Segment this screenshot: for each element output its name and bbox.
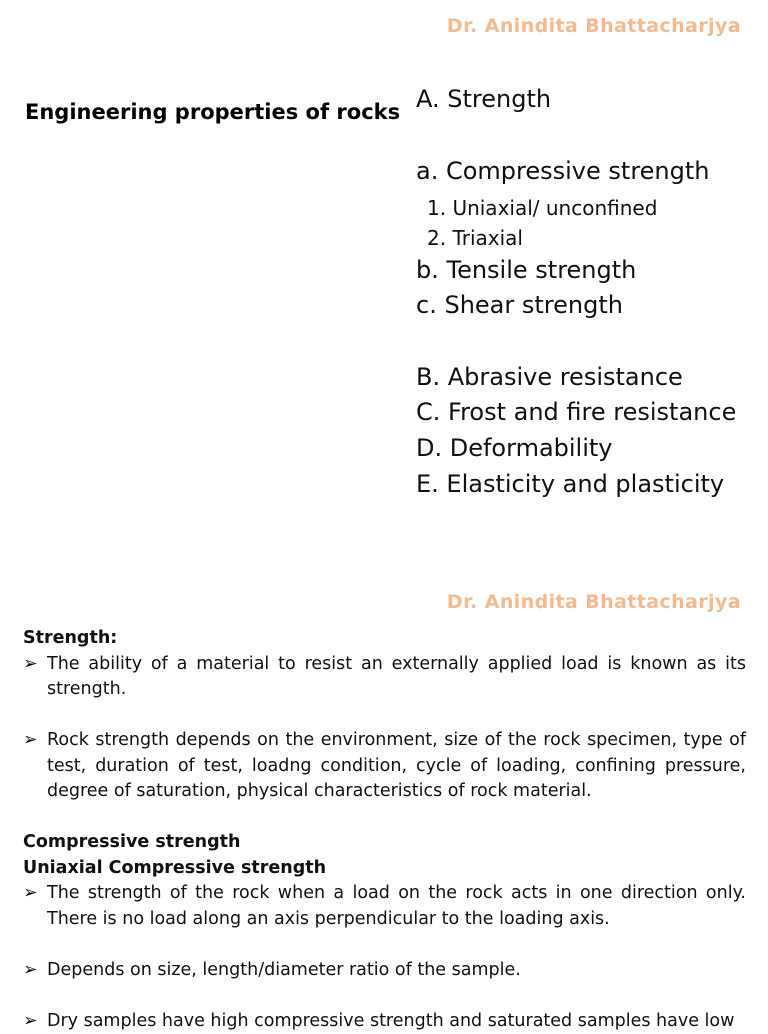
bullet-text: The strength of the rock when a load on the rock acts in one direction only. There is no load along an axis perpendicular to the loading axis.: [47, 883, 746, 929]
outline-item: B. Abrasive resistance: [416, 363, 683, 391]
bullet-item: [23, 958, 746, 984]
arrow-bullet-icon: ➢: [23, 881, 38, 907]
bullet-text: The ability of a material to resist an externally applied load is known as its strength.: [47, 654, 746, 700]
bullet-item: [23, 881, 746, 932]
section-subheading: Uniaxial Compressive strength: [23, 856, 746, 882]
slide-body: [23, 626, 746, 1034]
section-heading: Compressive strength: [23, 830, 746, 856]
slide-title: Engineering properties of rocks: [25, 100, 400, 124]
outline-subitem: 2. Triaxial: [427, 226, 523, 250]
outline-subitem: 1. Uniaxial/ unconfined: [427, 196, 657, 220]
outline-item: a. Compressive strength: [416, 157, 709, 185]
bullet-item: [23, 1009, 746, 1034]
outline-item: c. Shear strength: [416, 291, 623, 319]
author-name: Dr. Anindita Bhattacharjya: [447, 15, 741, 37]
outline-item: A. Strength: [416, 85, 551, 113]
outline-item: b. Tensile strength: [416, 256, 636, 284]
bullet-item: [23, 652, 746, 703]
outline-item: E. Elasticity and plasticity: [416, 470, 724, 498]
bullet-text: Rock strength depends on the environment, size of the rock specimen, type of test, duration of test, loadng condition, cycle of loading, confining pressure, degree of saturation, physical characteristics of rock material.: [47, 730, 746, 801]
bullet-text: Dry samples have high compressive strength and saturated samples have low: [47, 1011, 734, 1031]
bullet-item: [23, 728, 746, 805]
bullet-text: Depends on size, length/diameter ratio of the sample.: [47, 960, 521, 980]
section-heading: Strength:: [23, 626, 746, 652]
outline-item: C. Frost and fire resistance: [416, 398, 736, 426]
outline-item: D. Deformability: [416, 434, 613, 462]
arrow-bullet-icon: ➢: [23, 1009, 38, 1034]
arrow-bullet-icon: ➢: [23, 958, 38, 984]
author-name: Dr. Anindita Bhattacharjya: [447, 591, 741, 613]
arrow-bullet-icon: ➢: [23, 652, 38, 678]
arrow-bullet-icon: ➢: [23, 728, 38, 754]
